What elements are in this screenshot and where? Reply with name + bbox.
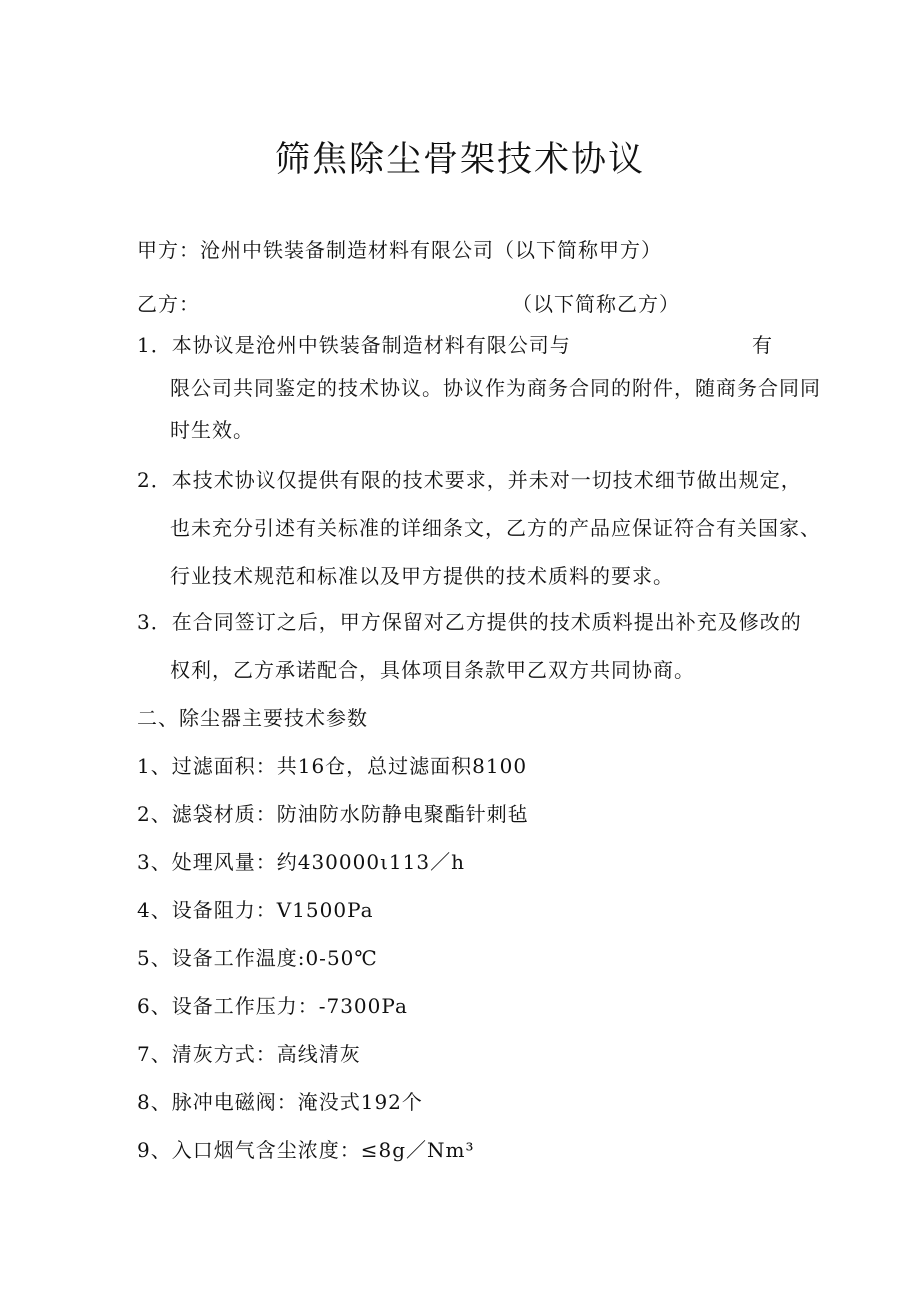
party-b-note: （以下简称乙方） xyxy=(512,292,680,316)
param-item: 5、设备工作温度:0-50℃ xyxy=(137,946,378,970)
param-item: 3、处理风量：约430000ι113／h xyxy=(137,850,465,874)
clause-2-line-3: 行业技术规范和标准以及甲方提供的技术质料的要求。 xyxy=(170,564,674,588)
document-title: 筛焦除尘骨架技术协议 xyxy=(274,140,645,180)
param-item: 8、脉冲电磁阀：淹没式192个 xyxy=(137,1090,423,1114)
param-item: 7、清灰方式：高线清灰 xyxy=(137,1042,361,1066)
section-2-heading: 二、除尘器主要技术参数 xyxy=(137,706,368,730)
clause-1-line-1: 1．本协议是沧州中铁装备制造材料有限公司与 xyxy=(137,333,571,357)
clause-1-line-1-tail: 有 xyxy=(752,333,773,357)
clause-3-line-2: 权利，乙方承诺配合，具体项目条款甲乙双方共同协商。 xyxy=(170,658,695,682)
party-a-line: 甲方：沧州中铁装备制造材料有限公司（以下简称甲方） xyxy=(137,238,662,262)
clause-2-line-2: 也未充分引述有关标准的详细条文，乙方的产品应保证符合有关国家、 xyxy=(170,516,821,540)
param-item: 9、入口烟气含尘浓度：≤8g／Nm³ xyxy=(137,1138,475,1162)
clause-1-line-2: 限公司共同鉴定的技术协议。协议作为商务合同的附件，随商务合同同 xyxy=(170,376,821,400)
clause-3-line-1: 3．在合同签订之后，甲方保留对乙方提供的技术质料提出补充及修改的 xyxy=(137,610,802,634)
clause-2-line-1: 2．本技术协议仅提供有限的技术要求，并未对一切技术细节做出规定， xyxy=(137,468,802,492)
param-item: 6、设备工作压力：-7300Pa xyxy=(137,994,408,1018)
param-item: 1、过滤面积：共16仓，总过滤面积8100 xyxy=(137,754,528,778)
param-item: 2、滤袋材质：防油防水防静电聚酯针刺毡 xyxy=(137,802,529,826)
clause-1-line-3: 时生效。 xyxy=(170,418,254,442)
param-item: 4、设备阻力：V1500Pa xyxy=(137,898,374,922)
party-b-label: 乙方： xyxy=(137,292,200,316)
